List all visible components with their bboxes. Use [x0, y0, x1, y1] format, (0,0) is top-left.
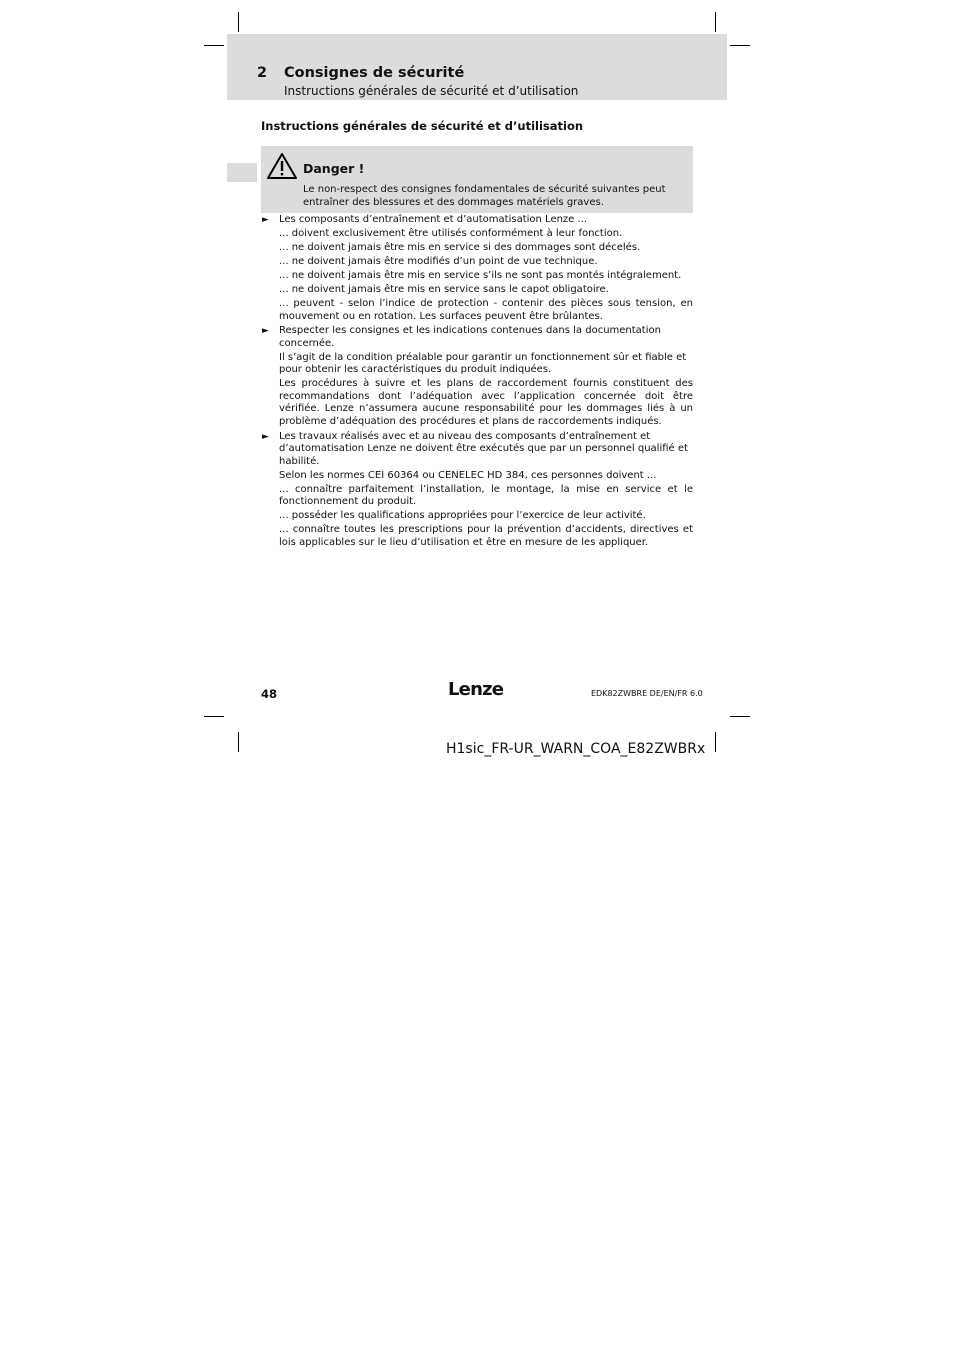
crop-mark	[730, 45, 750, 46]
bullet-marker-icon: ►	[262, 326, 269, 337]
chapter-number: 2	[257, 65, 268, 81]
chapter-subtitle: Instructions générales de sécurité et d’utilisation	[284, 84, 579, 98]
list-line: ... posséder les qualifications appropriées pour l’exercice de leur activité.	[279, 510, 646, 522]
warning-triangle-icon	[266, 152, 298, 180]
list-line: ... ne doivent jamais être mis en service sans le capot obligatoire.	[279, 283, 609, 295]
file-name: H1sic_FR-UR_WARN_COA_E82ZWBRx	[446, 741, 706, 757]
list-line: Respecter les consignes et les indications contenues dans la documentation concernée.	[279, 325, 661, 349]
bullet-item	[261, 431, 693, 550]
list-line: Les procédures à suivre et les plans de raccordement fournis constituent des recommandations dont l’adéquation avec l’application concernée doit être vérifiée. Lenze n’assumera aucune responsabilité pour les dommages liés à un problème d’adéquation des procédures et plans de raccordements indiqués.	[279, 378, 693, 428]
bullet-marker-icon: ►	[262, 431, 269, 442]
document-code: EDK82ZWBRE DE/EN/FR 6.0	[591, 689, 703, 698]
list-line: ... connaître toutes les prescriptions pour la prévention d’accidents, directives et lois applicables sur le lieu d’utilisation et être en mesure de les appliquer.	[279, 524, 693, 548]
crop-mark	[715, 12, 716, 32]
list-line: Il s’agit de la condition préalable pour garantir un fonctionnement sûr et fiable et pour obtenir les caractéristiques du produit indiquées.	[279, 351, 687, 376]
crop-mark	[204, 716, 224, 717]
crop-mark	[238, 732, 239, 752]
list-line: ... ne doivent jamais être modifiés d’un point de vue technique.	[279, 255, 598, 267]
crop-mark	[238, 12, 239, 32]
list-line: ... doivent exclusivement être utilisés conformément à leur fonction.	[279, 227, 623, 239]
crop-mark	[715, 732, 716, 752]
list-line: Selon les normes CEI 60364 ou CENELEC HD 384, ces personnes doivent ...	[279, 469, 657, 481]
crop-mark	[204, 45, 224, 46]
section-title: Instructions générales de sécurité et d’utilisation	[261, 119, 584, 133]
page-number: 48	[261, 687, 278, 701]
instruction-list	[261, 214, 693, 552]
list-line: ... peuvent - selon l’indice de protection - contenir des pièces sous tension, en mouvement ou en rotation. Les surfaces peuvent être brûlantes.	[279, 297, 693, 322]
bullet-item	[261, 325, 693, 429]
danger-text: Le non-respect des consignes fondamentales de sécurité suivantes peut entraîner des blessures et des dommages matériels graves.	[303, 184, 666, 208]
bullet-marker-icon: ►	[262, 215, 269, 225]
list-line: ... ne doivent jamais être mis en service s’ils ne sont pas montés intégralement.	[279, 269, 682, 281]
list-line: ... ne doivent jamais être mis en service si des dommages sont décelés.	[279, 241, 641, 253]
lenze-logo: Lenze	[448, 679, 504, 700]
danger-notice	[261, 146, 693, 213]
list-line: Les composants d’entraînement et d’automatisation Lenze ...	[279, 214, 588, 225]
bullet-item	[261, 214, 693, 323]
chapter-title: Consignes de sécurité	[284, 65, 465, 81]
list-line: Les travaux réalisés avec et au niveau des composants d’entraînement et d’automatisation Lenze ne doivent être exécutés que par un personnel qualifié et habilité.	[279, 430, 688, 467]
list-line: ... connaître parfaitement l’installation, le montage, la mise en service et le fonctionnement du produit.	[279, 483, 693, 508]
side-tab-marker	[227, 163, 257, 182]
crop-mark	[730, 716, 750, 717]
danger-title: Danger !	[303, 161, 365, 176]
